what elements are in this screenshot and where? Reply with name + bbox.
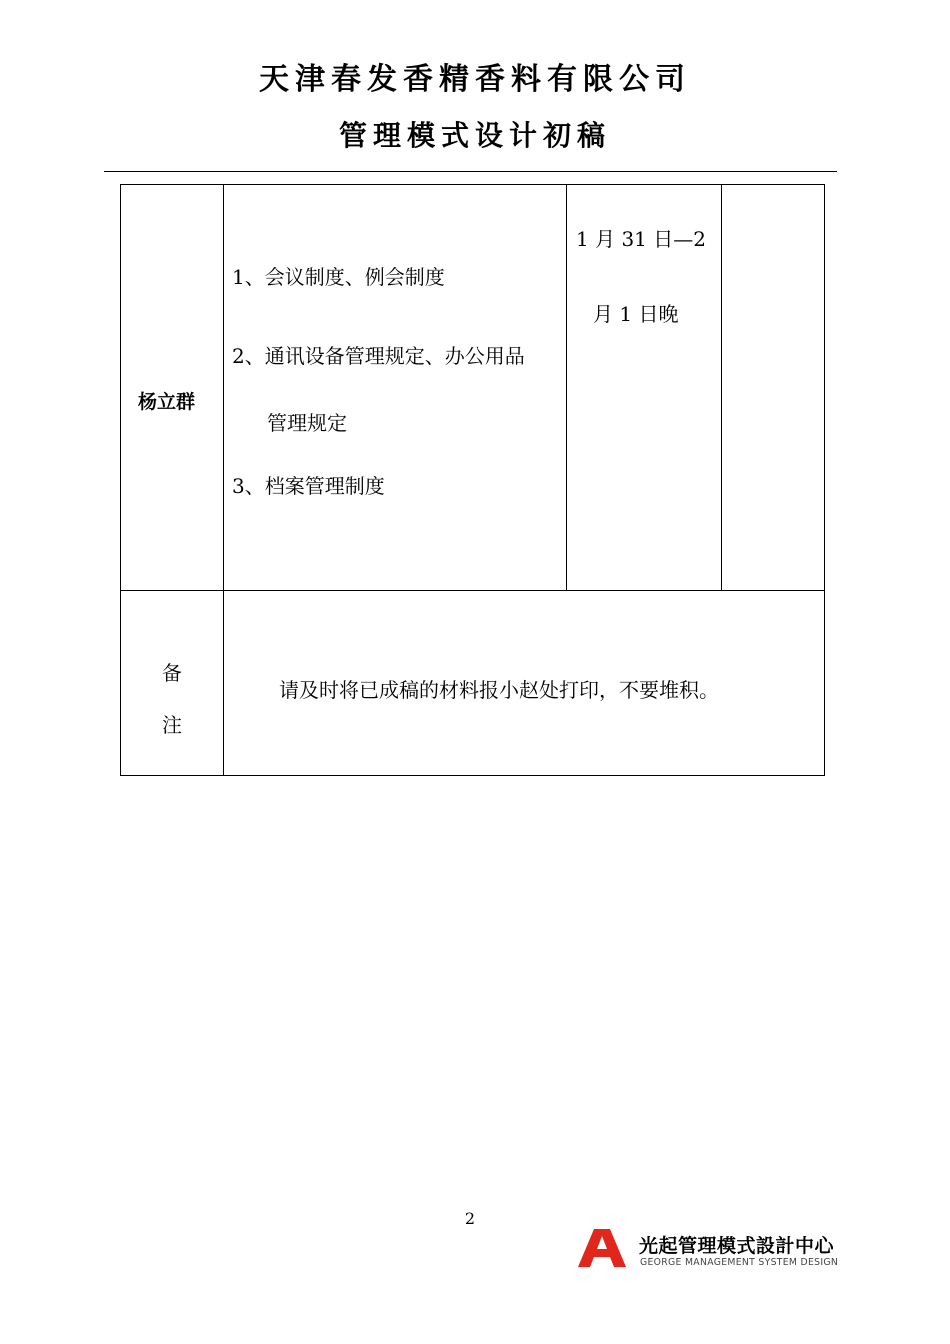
logo-a-icon	[576, 1229, 630, 1267]
task-table	[120, 184, 825, 776]
note-label: 备	[162, 661, 182, 685]
task-item: 1、会议制度、例会制度	[232, 265, 445, 289]
task-item-continuation: 管理规定	[267, 411, 347, 435]
company-logo	[576, 1229, 841, 1271]
column-divider	[223, 185, 224, 775]
column-divider	[566, 185, 567, 590]
note-label: 注	[162, 713, 182, 737]
date-range-line2: 月 1 日晚	[593, 302, 679, 326]
date-range-line1: 1 月 31 日—2	[576, 227, 706, 251]
owner-name: 杨立群	[138, 391, 196, 413]
page-number: 2	[464, 1209, 476, 1228]
column-divider	[721, 185, 722, 590]
company-title: 天津春发香精香料有限公司	[259, 62, 691, 97]
logo-subtitle: GEORGE MANAGEMENT SYSTEM DESIGN	[640, 1257, 839, 1268]
document-subtitle: 管理模式设计初稿	[338, 119, 611, 152]
row-divider	[121, 590, 824, 591]
task-item: 3、档案管理制度	[232, 474, 385, 498]
note-text: 请及时将已成稿的材料报小赵处打印，不要堆积。	[279, 678, 719, 702]
logo-name: 光起管理模式設計中心	[639, 1235, 835, 1257]
header-rule	[104, 171, 837, 172]
task-item: 2、通讯设备管理规定、办公用品	[232, 344, 525, 368]
